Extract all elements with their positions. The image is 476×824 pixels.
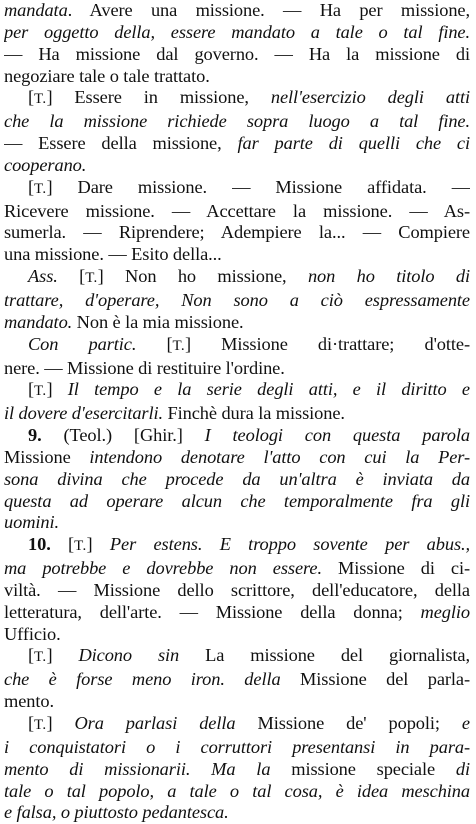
text-line: letteratura, dell'arte. — Missione della donna; meglio	[4, 601, 470, 622]
text-line: [T.] Dare missione. — Missione affidata. —	[28, 176, 470, 197]
text-line: e falsa, o piuttosto pedantesca.	[4, 802, 229, 823]
text-line: ma potrebbe e dovrebbe non essere. Missione di ci-	[4, 558, 470, 579]
text-line: Ass. [T.] Non ho missione, non ho titolo di	[28, 266, 470, 287]
text-line: che la missione richiede sopra luogo a tal fine.	[4, 111, 470, 132]
text-line: cooperano.	[4, 154, 87, 175]
text-line: nere. — Missione di restituire l'ordine.	[4, 357, 285, 378]
text-line: viltà. — Missione dello scrittore, dell'educatore, della	[4, 579, 470, 600]
text-line: una missione. — Esito della...	[4, 244, 222, 265]
text-line: mandata. Avere una missione. — Ha per missione,	[4, 0, 470, 20]
text-line: sona divina che procede da un'altra è inviata da	[4, 468, 470, 489]
text-line: Con partic. [T.] Missione di·trattare; d'otte-	[28, 333, 470, 354]
text-line: — Essere della missione, far parte di quelli che ci	[4, 133, 470, 154]
text-line: questa ad operare alcun che temporalmente fra gli	[4, 490, 470, 511]
text-line: tale o tal popolo, a tale o tal cosa, è idea meschina	[4, 780, 470, 801]
text-line: — Ha missione dal governo. — Ha la missione di	[4, 43, 470, 64]
text-line: Ricevere missione. — Accettare la missione. — As-	[4, 200, 470, 221]
text-line: il dovere d'esercitarli. Finchè dura la missione.	[4, 403, 345, 424]
text-line: 10. [T.] Per estens. E troppo sovente per abus.,	[28, 534, 470, 555]
text-line: uomini.	[4, 512, 59, 533]
dictionary-entry-text	[4, 0, 470, 824]
text-line: [T.] Dicono sin La missione del giornalista,	[28, 645, 470, 666]
text-line: per oggetto della, essere mandato a tale o tal fine.	[4, 21, 470, 42]
text-line: che è forse meno iron. della Missione del parla-	[4, 669, 470, 690]
text-line: Missione intendono denotare l'atto con cui la Per-	[4, 446, 470, 467]
text-line: mento.	[4, 691, 54, 712]
text-line: [T.] Ora parlasi della Missione de' popoli; e	[28, 713, 470, 733]
text-line: negoziare tale o tale trattato.	[4, 65, 210, 86]
text-line: trattare, d'operare, Non sono a ciò espressamente	[4, 289, 470, 310]
text-line: mento di missionarii. Ma la missione speciale di	[4, 758, 470, 779]
text-line: [T.] Il tempo e la serie degli atti, e il diritto e	[28, 379, 470, 400]
text-line: [T.] Essere in missione, nell'esercizio degli atti	[28, 87, 470, 108]
text-line: i conquistatori o i corruttori presentansi in para-	[4, 736, 470, 757]
text-line: 9. (Teol.) [Ghir.] I teologi con questa parola	[28, 425, 470, 446]
text-line: mandato. Non è la mia missione.	[4, 311, 244, 332]
text-line: Ufficio.	[4, 623, 61, 644]
text-line: sumerla. — Riprendere; Adempiere la... — Compiere	[4, 222, 470, 243]
